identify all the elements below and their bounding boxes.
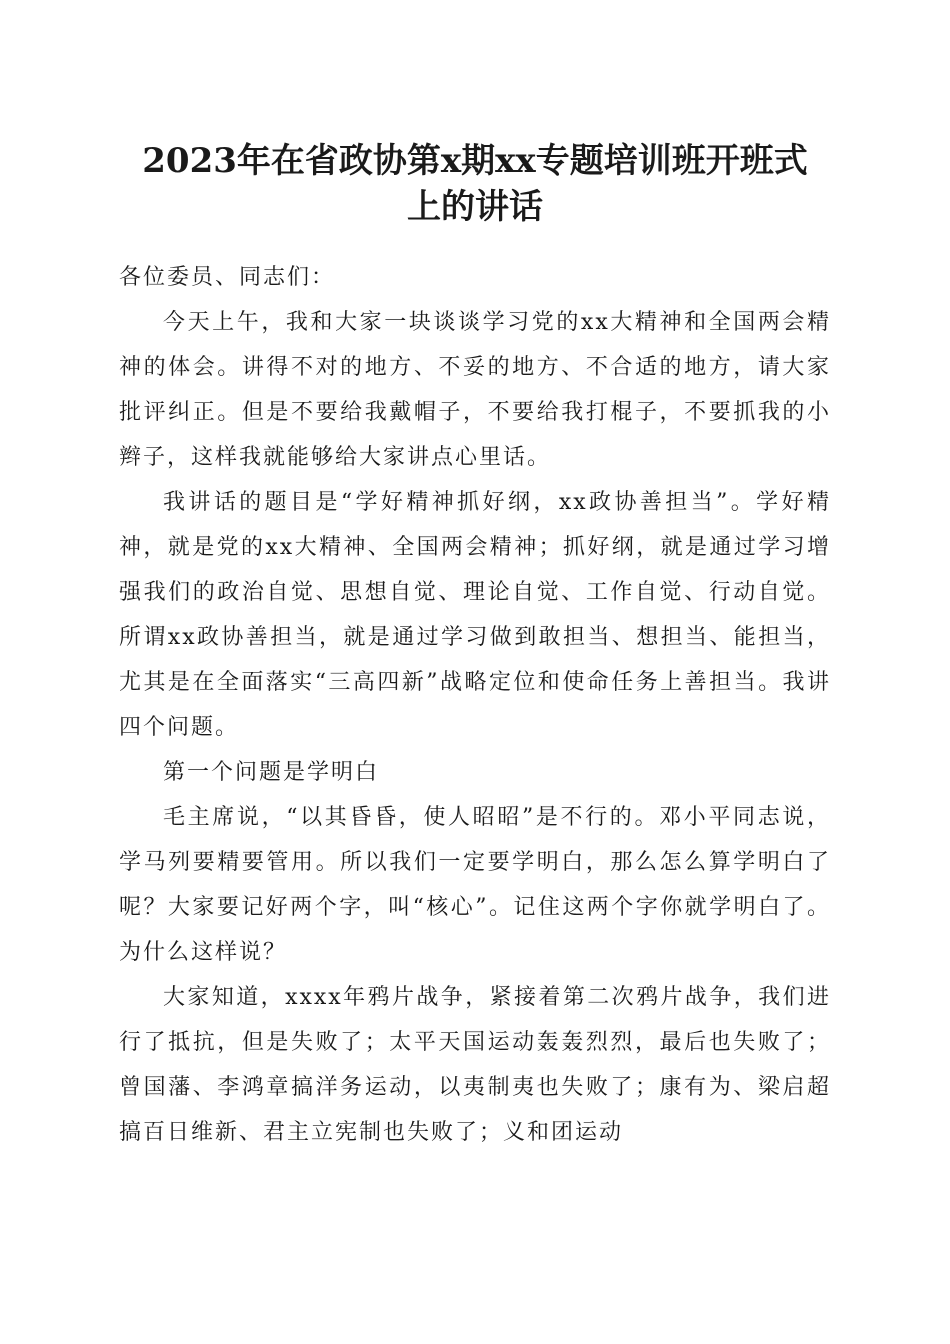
document-title <box>100 138 850 230</box>
paragraph-1: 今天上午，我和大家一块谈谈学习党的xx大精神和全国两会精神的体会。讲得不对的地方、不妥的地方、不合适的地方，请大家批评纠正。但是不要给我戴帽子，不要给我打棍子，不要抓我的小辫子，这样我就能够给大家讲点心里话。 <box>119 310 831 470</box>
section-paragraph-2: 大家知道，xxxx年鸦片战争，紧接着第二次鸦片战争，我们进行了抵抗，但是失败了；太平天国运动轰轰烈烈，最后也失败了；曾国藩、李鸿章搞洋务运动，以夷制夷也失败了；康有为、梁启超搞百日维新、君主立宪制也失败了；义和团运动 <box>119 985 831 1145</box>
paragraph-2: 我讲话的题目是“学好精神抓好纲，xx政协善担当”。学好精神，就是党的xx大精神、全国两会精神；抓好纲，就是通过学习增强我们的政治自觉、思想自觉、理论自觉、工作自觉、行动自觉。所谓xx政协善担当，就是通过学习做到敢担当、想担当、能担当，尤其是在全面落实“三高四新”战略定位和使命任务上善担当。我讲四个问题。 <box>119 490 831 740</box>
title-line-2: 上的讲话 <box>407 187 543 227</box>
document-body <box>119 255 831 1155</box>
salutation: 各位委员、同志们： <box>119 265 336 290</box>
section-heading: 第一个问题是学明白 <box>163 760 380 785</box>
title-line-1: 2023年在省政协第x期xx专题培训班开班式 <box>142 141 808 181</box>
section-paragraph-1: 毛主席说，“以其昏昏，使人昭昭”是不行的。邓小平同志说，学马列要精要管用。所以我们一定要学明白，那么怎么算学明白了呢？大家要记好两个字，叫“核心”。记住这两个字你就学明白了。为什么这样说？ <box>119 805 831 965</box>
